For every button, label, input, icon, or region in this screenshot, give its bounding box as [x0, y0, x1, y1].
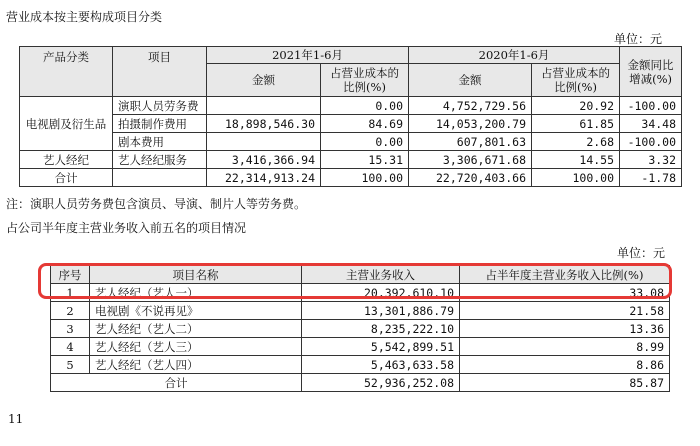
item-cell: 艺人经纪服务	[113, 151, 207, 169]
footnote: 注：演职人员劳务费包含演员、导演、制片人等劳务费。	[6, 197, 307, 211]
ratio-2021-cell: 0.00	[321, 97, 409, 115]
ratio-2021-cell: 0.00	[321, 133, 409, 151]
table-row	[20, 151, 682, 169]
heading-top-five: 占公司半年度主营业务收入前五名的项目情况	[6, 221, 247, 235]
name-cell: 艺人经纪（艺人一）	[90, 284, 302, 302]
header-revenue: 主营业务收入	[302, 266, 460, 284]
no-cell: 4	[51, 338, 90, 356]
category-cell: 艺人经纪	[20, 151, 113, 169]
ratio-cell: 33.08	[460, 284, 670, 302]
ratio-cell: 8.86	[460, 356, 670, 374]
header-ratio: 占半年度主营业务收入比例(%)	[460, 266, 670, 284]
yoy-cell: 34.48	[620, 115, 682, 133]
item-cell: 拍摄制作费用	[113, 115, 207, 133]
header-no: 序号	[51, 266, 90, 284]
ratio-2021-cell: 15.31	[321, 151, 409, 169]
amount-2021-cell	[207, 97, 321, 115]
header-amount-2021: 金额	[207, 64, 321, 97]
amount-2020-cell: 607,801.63	[409, 133, 532, 151]
amount-2020-cell: 3,306,671.68	[409, 151, 532, 169]
ratio-2020-cell: 61.85	[532, 115, 620, 133]
header-category: 产品分类	[20, 47, 113, 97]
header-period-2020: 2020年1-6月	[409, 47, 620, 64]
revenue-cell: 13,301,886.79	[302, 302, 460, 320]
ratio-2020-cell: 100.00	[532, 169, 620, 187]
total-label-cell: 合计	[20, 169, 113, 187]
amount-2020-cell: 22,720,403.66	[409, 169, 532, 187]
highlight-box	[38, 263, 672, 299]
header-ratio-2020: 占营业成本的比例(%)	[532, 64, 620, 97]
ratio-2020-cell: 14.55	[532, 151, 620, 169]
amount-2021-cell	[207, 133, 321, 151]
revenue-cell: 5,542,899.51	[302, 338, 460, 356]
no-cell: 1	[51, 284, 90, 302]
ratio-cell: 21.58	[460, 302, 670, 320]
table-row	[51, 338, 670, 356]
category-cell: 电视剧及衍生品	[20, 97, 113, 151]
ratio-2020-cell: 2.68	[532, 133, 620, 151]
yoy-cell: 3.32	[620, 151, 682, 169]
revenue-cell: 20,392,610.10	[302, 284, 460, 302]
table-row	[20, 115, 682, 133]
yoy-cell: -100.00	[620, 97, 682, 115]
no-cell: 3	[51, 320, 90, 338]
amount-2021-cell: 3,416,366.94	[207, 151, 321, 169]
ratio-2021-cell: 84.69	[321, 115, 409, 133]
revenue-cell: 8,235,222.10	[302, 320, 460, 338]
table-row	[51, 302, 670, 320]
cost-composition-table	[19, 46, 682, 187]
name-cell: 艺人经纪（艺人三）	[90, 338, 302, 356]
table-row	[20, 97, 682, 115]
total-label-cell: 合计	[51, 374, 302, 392]
name-cell: 电视剧《不说再见》	[90, 302, 302, 320]
unit-label-2: 单位：元	[617, 246, 666, 260]
amount-2021-cell: 22,314,913.24	[207, 169, 321, 187]
ratio-2020-cell: 20.92	[532, 97, 620, 115]
name-cell: 艺人经纪（艺人四）	[90, 356, 302, 374]
no-cell: 5	[51, 356, 90, 374]
total-revenue-cell: 52,936,252.08	[302, 374, 460, 392]
heading-cost-composition: 营业成本按主要构成项目分类	[6, 10, 163, 24]
unit-label-1: 单位：元	[614, 32, 663, 46]
yoy-cell: -1.78	[620, 169, 682, 187]
ratio-cell: 8.99	[460, 338, 670, 356]
header-ratio-2021: 占营业成本的比例(%)	[321, 64, 409, 97]
total-ratio-cell: 85.87	[460, 374, 670, 392]
table-row	[20, 133, 682, 151]
item-cell	[113, 169, 207, 187]
no-cell: 2	[51, 302, 90, 320]
header-period-2021: 2021年1-6月	[207, 47, 409, 64]
header-amount-2020: 金额	[409, 64, 532, 97]
table-row	[51, 356, 670, 374]
header-name: 项目名称	[90, 266, 302, 284]
header-yoy: 金额同比增减(%)	[620, 47, 682, 97]
item-cell: 演职人员劳务费	[113, 97, 207, 115]
table-row	[51, 320, 670, 338]
yoy-cell: -100.00	[620, 133, 682, 151]
name-cell: 艺人经纪（艺人二）	[90, 320, 302, 338]
amount-2020-cell: 4,752,729.56	[409, 97, 532, 115]
table-row-total	[51, 374, 670, 392]
item-cell: 剧本费用	[113, 133, 207, 151]
ratio-cell: 13.36	[460, 320, 670, 338]
page-number: 11	[8, 412, 24, 426]
table-row-total	[20, 169, 682, 187]
header-item: 项目	[113, 47, 207, 97]
revenue-cell: 5,463,633.58	[302, 356, 460, 374]
ratio-2021-cell: 100.00	[321, 169, 409, 187]
amount-2021-cell: 18,898,546.30	[207, 115, 321, 133]
amount-2020-cell: 14,053,200.79	[409, 115, 532, 133]
